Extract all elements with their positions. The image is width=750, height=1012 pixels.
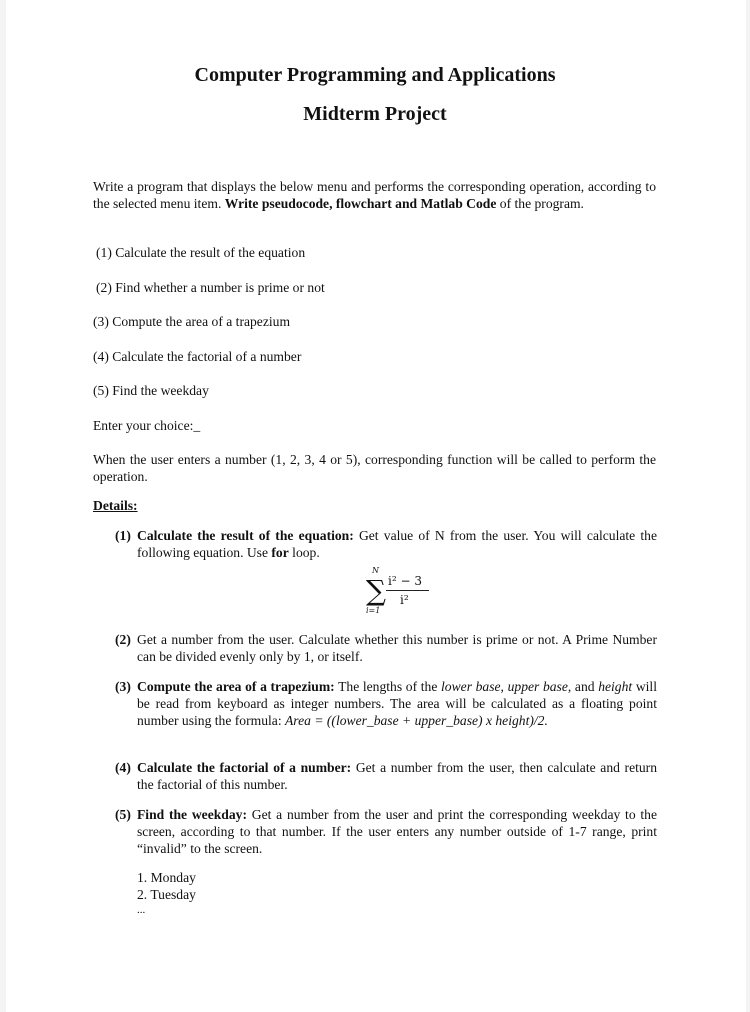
detail-2 — [115, 631, 657, 665]
after-menu-paragraph: When the user enters a number (1, 2, 3, 4 or 5), corresponding function will be called to perform the operation. — [93, 452, 656, 484]
detail-4-number: (4) — [115, 760, 131, 775]
detail-3-body — [137, 678, 657, 729]
detail-1 — [115, 527, 657, 561]
detail-3-upper-base: upper base — [507, 679, 568, 694]
menu-item-2: (2) Find whether a number is prime or not — [96, 280, 325, 295]
detail-3-text-4: will be read from keyboard as integer numbers. The area will be calculated as a floating point number using the formula: — [137, 679, 657, 728]
detail-1-text: Get value of N from the user. You will calculate the following equation. Use — [137, 528, 657, 560]
detail-4-body — [137, 759, 657, 793]
detail-2-number: (2) — [115, 632, 131, 647]
detail-4-text: Get a number from the user, then calculate and return the factorial of this number. — [137, 760, 657, 792]
detail-5-number: (5) — [115, 807, 131, 822]
fraction-numerator: i² − 3 — [388, 574, 422, 588]
detail-3-text-1: The lengths of the — [334, 679, 442, 694]
document-subtitle: Midterm Project — [303, 103, 447, 125]
detail-1-bold: Calculate the result of the equation: — [137, 528, 354, 543]
detail-1-number: (1) — [115, 528, 131, 543]
sigma-symbol: ∑ — [366, 574, 386, 607]
detail-5-body — [137, 806, 657, 857]
intro-paragraph — [93, 178, 656, 212]
fraction-bar — [386, 590, 429, 591]
weekday-list-ellipsis: ... — [137, 904, 146, 916]
intro-text-end: of the program. — [496, 196, 584, 211]
detail-1-body — [137, 527, 657, 561]
detail-3-formula: Area = ((lower_base + upper_base) x height)/2. — [285, 713, 548, 728]
detail-1-bold-for: for — [271, 545, 289, 560]
intro-text: Write a program that displays the below menu and performs the corresponding operation, according to the selected menu item. — [93, 179, 656, 211]
choice-prompt: Enter your choice:_ — [93, 418, 201, 433]
menu-item-3: (3) Compute the area of a trapezium — [93, 314, 291, 329]
detail-3 — [115, 678, 657, 729]
details-heading-text: Details: — [93, 498, 138, 513]
fraction-denominator: i² — [400, 593, 409, 607]
weekday-list-item: 2. Tuesday — [137, 887, 196, 902]
detail-1-text-end: loop. — [288, 545, 320, 560]
weekday-list-item: 1. Monday — [137, 870, 196, 885]
detail-3-height: height — [598, 679, 633, 694]
sum-upper-limit: N — [372, 566, 379, 575]
menu-item-5: (5) Find the weekday — [93, 383, 209, 398]
detail-5-text: Get a number from the user and print the corresponding weekday to the screen, according to that number. If the user enters any number outside of 1-7 range, print “invalid” to the screen. — [137, 807, 657, 856]
detail-5-bold: Find the weekday: — [137, 807, 247, 822]
intro-bold: Write pseudocode, flowchart and Matlab Code — [224, 196, 497, 211]
sum-lower-limit: i=1 — [366, 606, 381, 615]
detail-3-number: (3) — [115, 679, 131, 694]
menu-item-4: (4) Calculate the factorial of a number — [93, 349, 302, 364]
document-title: Computer Programming and Applications — [194, 64, 556, 86]
detail-3-text-3: , and — [567, 679, 599, 694]
summation-equation — [360, 566, 440, 616]
detail-3-lower-base: lower base — [441, 679, 501, 694]
menu-item-1: (1) Calculate the result of the equation — [96, 245, 306, 260]
detail-2-body: Get a number from the user. Calculate whether this number is prime or not. A Prime Number can be divided evenly only by 1, or itself. — [137, 632, 657, 664]
detail-4 — [115, 759, 657, 793]
detail-3-bold: Compute the area of a trapezium: — [137, 679, 335, 694]
detail-5 — [115, 806, 657, 857]
detail-4-bold: Calculate the factorial of a number: — [137, 760, 352, 775]
detail-3-text-2: , — [500, 679, 508, 694]
details-heading — [93, 497, 138, 514]
